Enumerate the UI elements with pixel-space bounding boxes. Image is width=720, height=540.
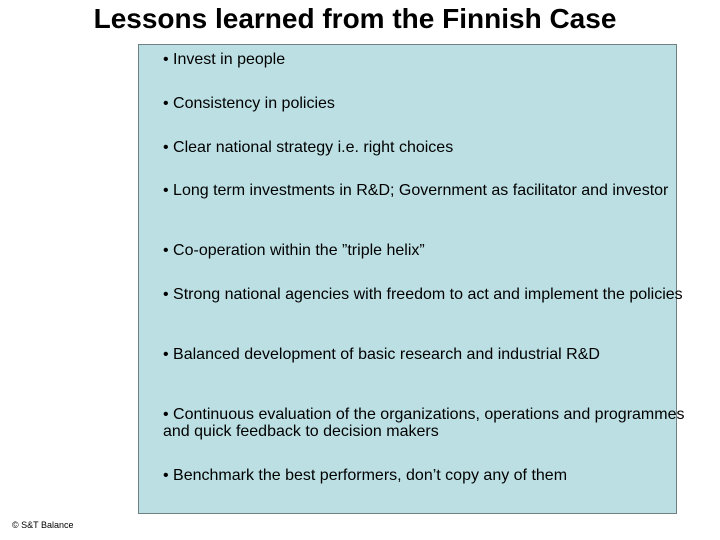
- bullet-rnd-investments: • Long term investments in R&D; Government as facilitator and investor: [163, 182, 669, 199]
- copyright-footer: © S&T Balance: [12, 520, 74, 530]
- bullet-consistency: • Consistency in policies: [163, 95, 335, 112]
- slide-title: Lessons learned from the Finnish Case: [93, 3, 617, 34]
- bullet-balanced-development: • Balanced development of basic research and industrial R&D: [163, 346, 600, 363]
- bullet-triple-helix: • Co-operation within the ”triple helix”: [163, 242, 425, 259]
- lessons-box: [138, 44, 677, 514]
- bullet-benchmark: • Benchmark the best performers, don’t copy any of them: [163, 467, 568, 484]
- bullet-continuous-evaluation: • Continuous evaluation of the organizations, operations and programmes and quick feedback to decision makers: [163, 406, 685, 440]
- bullet-national-agencies: • Strong national agencies with freedom to act and implement the policies: [163, 286, 683, 303]
- bullet-invest-in-people: • Invest in people: [163, 51, 286, 68]
- bullet-national-strategy: • Clear national strategy i.e. right choices: [163, 139, 454, 156]
